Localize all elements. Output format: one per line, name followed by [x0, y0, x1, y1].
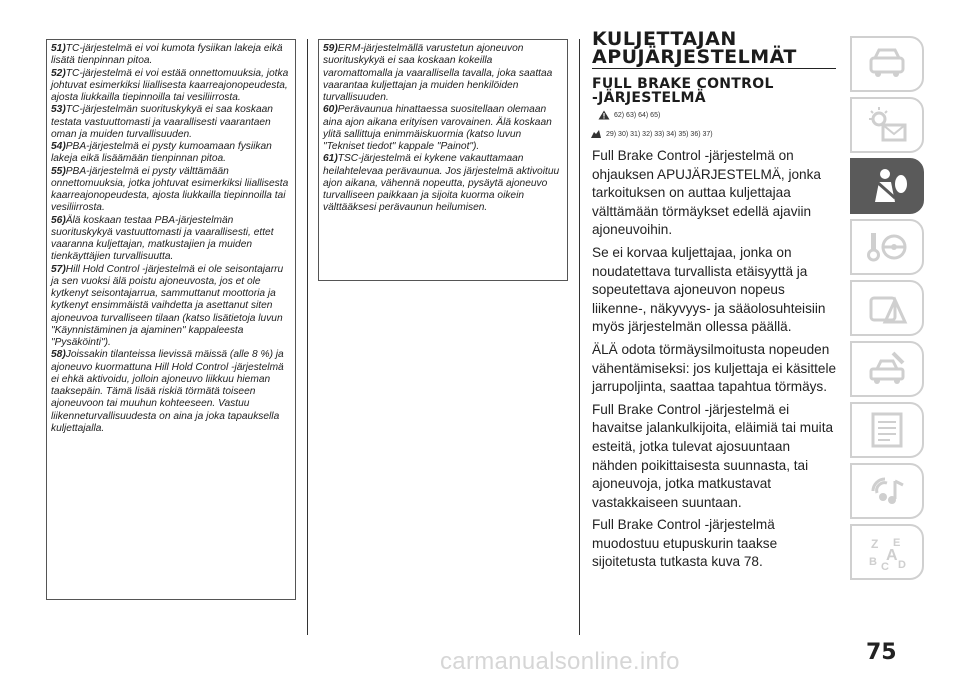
warning-note: 56)Älä koskaan testaa PBA-järjestelmän suorituskykyä vastuuttomasti ja vaarallisesti, ettet vaaranna kuljettajan, matkustajien ja muiden tienkäyttäjien turvallisuutta.	[51, 214, 274, 263]
tab-technical-data[interactable]	[850, 402, 924, 458]
body-paragraph: Full Brake Control -järjestelmä ei havaitse jalankulkijoita, eläimiä tai muita esteitä, jotka tulevat ajosuuntaan nähden poikittaisesta suunnasta, tai ajoneuvoja, jotka matkustavat vastakkaiseen suuntaan.	[592, 401, 834, 510]
page-number: 75	[866, 640, 897, 665]
index-icon	[865, 532, 909, 572]
svg-text:D: D	[898, 559, 906, 571]
tab-car-info[interactable]	[850, 36, 924, 92]
tab-warning-lights[interactable]	[850, 97, 924, 153]
warning-note: 57)Hill Hold Control -järjestelmä ei ole seisontajarru ja sen vuoksi älä poistu ajoneuvosta, jos et ole kytkenyt seisontajarrua, sammuttanut moottoria ja kytkenyt ensimmäistä vaihdetta ja asettanut siten ajoneuvoa turvalliseen tilaan (katso lisätietoja luvun "Käynnistäminen ja ajaminen" kappaleesta "Pysäköinti").	[51, 263, 284, 348]
caution-hand-icon	[590, 129, 602, 139]
section-subtitle: FULL BRAKE CONTROL -JÄRJESTELMÄ	[592, 76, 774, 106]
warning-note: 54)PBA-järjestelmä ei pysty kumoamaan fysiikan lakeja eikä lisäämään tienpinnan pitoa.	[51, 141, 272, 165]
section-content	[592, 30, 838, 572]
svg-text:Z: Z	[871, 537, 879, 551]
warning-reference: 62) 63) 64) 65)	[598, 110, 838, 120]
emergency-triangle-icon	[865, 288, 909, 328]
body-paragraph: Full Brake Control -järjestelmä muodostuu etupuskurin taakse sijoitetusta tutkasta kuva 78.	[592, 517, 778, 570]
key-steering-icon	[865, 227, 909, 267]
svg-text:C: C	[881, 561, 889, 572]
tab-maintenance[interactable]	[850, 341, 924, 397]
car-info-icon	[865, 44, 909, 84]
warning-lights-icon	[865, 105, 909, 145]
section-title: KULJETTAJAN APUJÄRJESTELMÄT	[592, 28, 797, 68]
tab-multimedia[interactable]	[850, 463, 924, 519]
warning-note: 61)TSC-järjestelmä ei kykene vakauttamaan heilahtelevaa perävaunua. Jos järjestelmä aktivoituu ajon aikana, vähennä nopeutta, pysäytä ajoneuvo turvalliseen paikkaan ja sijoita kuorma oikein välttääksesi perävaunun heilumisen.	[323, 153, 560, 214]
warning-note: 59)ERM-järjestelmällä varustetun ajoneuvon suorituskykyä ei saa koskaan kokeilla varomattomalla ja vaarallisella tavalla, joka saattaa vaarantaa kuljettajan ja muiden henkilöiden turvallisuuden.	[323, 43, 553, 103]
chapter-tabs	[850, 36, 924, 585]
warning-note: 58)Joissakin tilanteissa lievissä mäissä (alle 8 %) ja ajoneuvo kuormattuna Hill Hold Control -järjestelmä ei ehkä aktivoidu, jolloin ajoneuvo liikkuu hieman taaksepäin. Tämä lisää riskiä törmätä toiseen ajoneuvoon tai muuhun kohteeseen. Vastuu liikenneturvallisuudesta on aina ja joka tapauksella kuljettajalla.	[51, 349, 284, 434]
column-divider	[579, 39, 580, 635]
warning-triangle-icon	[598, 110, 610, 120]
warning-note: 60)Perävaunua hinattaessa suositellaan olemaan aina ajon aikana erityisen varovainen. Älä koskaan ylitä sallittuja enimmäiskuormia (katso luvun "Tekniset tiedot" kappale "Painot").	[323, 104, 552, 152]
warnings-box-middle	[318, 39, 568, 281]
maintenance-icon	[865, 349, 909, 389]
tab-safety[interactable]	[850, 158, 924, 214]
body-paragraph: ÄLÄ odota törmäysilmoitusta nopeuden vähentämiseksi: jos kuljettaja ei käsittele jarrupoljinta, saattaa tapahtua törmäys.	[592, 341, 837, 395]
seatbelt-airbag-icon	[865, 166, 909, 206]
watermark: carmanualsonline.info	[440, 648, 680, 675]
caution-reference: 29) 30) 31) 32) 33) 34) 35) 36) 37)	[590, 129, 838, 139]
column-divider	[307, 39, 308, 635]
technical-data-icon	[865, 410, 909, 450]
tab-index[interactable]	[850, 524, 924, 580]
body-paragraph: Se ei korvaa kuljettajaa, jonka on noudatettava turvallista etäisyyttä ja sopeutettava ajoneuvon nopeus liikenne-, näkyvyys- ja sääolosuhteisiin myös järjestelmän ollessa päällä.	[592, 244, 826, 335]
tab-starting-driving[interactable]	[850, 219, 924, 275]
title-divider	[592, 68, 836, 69]
svg-text:B: B	[869, 556, 877, 568]
tab-emergency[interactable]	[850, 280, 924, 336]
svg-text:A: A	[886, 547, 898, 564]
warning-note: 53)TC-järjestelmän suorituskykyä ei saa koskaan testata vastuuttomasti ja vaarallisesti vaarantaen oman ja muiden turvallisuuden.	[51, 104, 273, 140]
warnings-box-left	[46, 39, 296, 600]
multimedia-icon	[865, 471, 909, 511]
warning-note: 52)TC-järjestelmä ei voi estää onnettomuuksia, jotka johtuvat esimerkiksi liiallisesta kaarreajonopeudesta, ajosta liukkailla tiepinnoilla tai vesiliirrosta.	[51, 67, 289, 103]
body-paragraph: Full Brake Control -järjestelmä on ohjauksen APUJÄRJESTELMÄ, jonka tarkoituksen on auttaa kuljettajaa välttämään törmäykset edellä ajaviin ajoneuvoihin.	[592, 148, 821, 238]
warning-note: 55)PBA-järjestelmä ei pysty välttämään onnettomuuksia, jotka johtuvat esimerkiksi liiallisesta kaarreajonopeudesta, ajosta liukkailla tiepinnoilla tai vesiliirrosta.	[51, 165, 289, 214]
warning-note: 51)TC-järjestelmä ei voi kumota fysiikan lakeja eikä lisätä tienpinnan pitoa.	[51, 43, 283, 67]
svg-text:E: E	[893, 537, 901, 549]
